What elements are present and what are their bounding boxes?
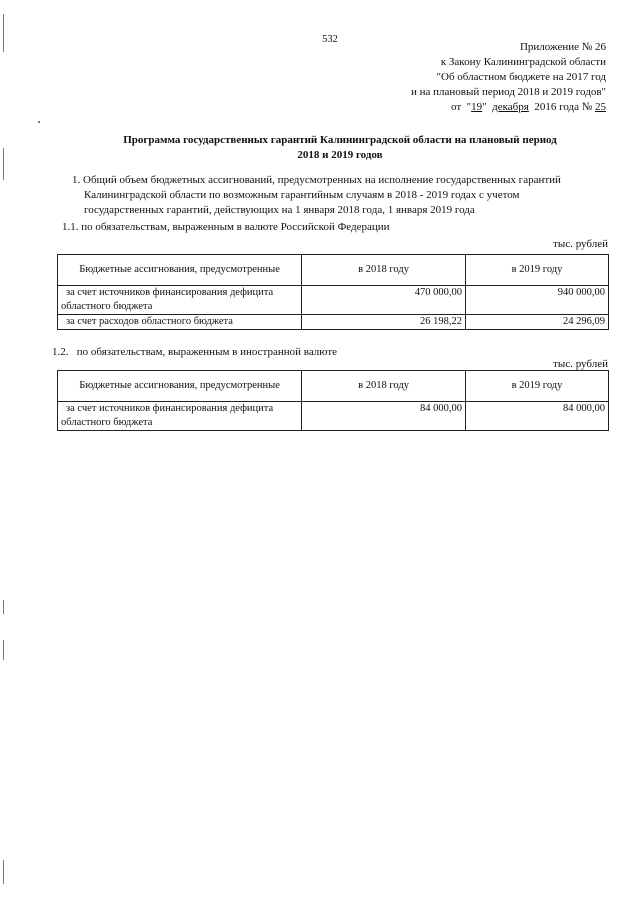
date-mid: 2016 года № [528, 101, 595, 113]
table-rub [57, 254, 609, 330]
appendix-line: к Закону Калининградской области [440, 56, 606, 68]
label-line: областного бюджета [61, 301, 153, 312]
paragraph-line: государственных гарантий, действующих на 1 января 2018 года, 1 января 2019 года [84, 204, 475, 216]
row-label [58, 402, 302, 431]
appendix-line: и на плановый период 2018 и 2019 годов" [410, 86, 606, 98]
value-2019: 940 000,00 [465, 286, 608, 315]
value-2018: 26 198,22 [302, 315, 466, 330]
paragraph-line: Калининградской области по возможным гарантийным случаям в 2018 - 2019 годах с учетом [84, 189, 520, 201]
date-month: декабря [492, 101, 529, 113]
label-line: за счет источников финансирования дефицита [66, 287, 274, 298]
header-cell: в 2018 году [302, 255, 466, 286]
date-mid: " [482, 101, 493, 113]
header-cell: в 2019 году [465, 371, 608, 402]
page-number: 532 [322, 34, 338, 45]
subsection-1-1-heading: 1.1. по обязательствам, выраженным в валюте Российской Федерации [62, 221, 390, 233]
unit-label: тыс. рублей [553, 238, 608, 250]
table-header-row [58, 255, 609, 286]
title-line: Программа государственных гарантий Калининградской области на плановый период [123, 134, 557, 146]
header-cell: в 2018 году [302, 371, 466, 402]
table-header-row [58, 371, 609, 402]
paragraph-line: 1. Общий объем бюджетных ассигнований, предусмотренных на исполнение государственных гарантий [72, 174, 561, 186]
scan-mark [3, 600, 4, 614]
appendix-date-line [411, 100, 606, 115]
scan-mark [3, 148, 4, 180]
table-row [58, 286, 609, 315]
scan-mark [3, 14, 4, 52]
scan-mark [3, 860, 4, 884]
subsection-1-2-heading: 1.2. по обязательствам, выраженным в иностранной валюте [52, 346, 338, 358]
table-row [58, 315, 609, 330]
label-line: областного бюджета [61, 417, 153, 428]
document-title [60, 133, 620, 163]
label-line: за счет источников финансирования дефицита [66, 403, 274, 414]
row-label [58, 286, 302, 315]
appendix-line: Приложение № 26 [519, 41, 606, 53]
scan-mark [3, 640, 4, 660]
value-2018: 470 000,00 [302, 286, 466, 315]
header-cell: Бюджетные ассигнования, предусмотренные [58, 371, 302, 402]
date-prefix: от " [450, 101, 472, 113]
value-2019: 24 296,09 [465, 315, 608, 330]
section-1-paragraph [72, 173, 617, 218]
title-line: 2018 и 2019 годов [297, 149, 383, 161]
value-2018: 84 000,00 [302, 402, 466, 431]
header-cell: в 2019 году [465, 255, 608, 286]
date-day: 19 [471, 101, 483, 113]
label-line: за счет расходов областного бюджета [66, 316, 233, 327]
value-2019: 84 000,00 [465, 402, 608, 431]
row-label [58, 315, 302, 330]
table-foreign [57, 370, 609, 431]
appendix-header [411, 40, 606, 115]
appendix-line: "Об областном бюджете на 2017 год [436, 71, 606, 83]
header-cell: Бюджетные ассигнования, предусмотренные [58, 255, 302, 286]
law-number: 25 [595, 101, 606, 113]
unit-label: тыс. рублей [553, 358, 608, 370]
table-row [58, 402, 609, 431]
scan-mark [38, 121, 40, 123]
